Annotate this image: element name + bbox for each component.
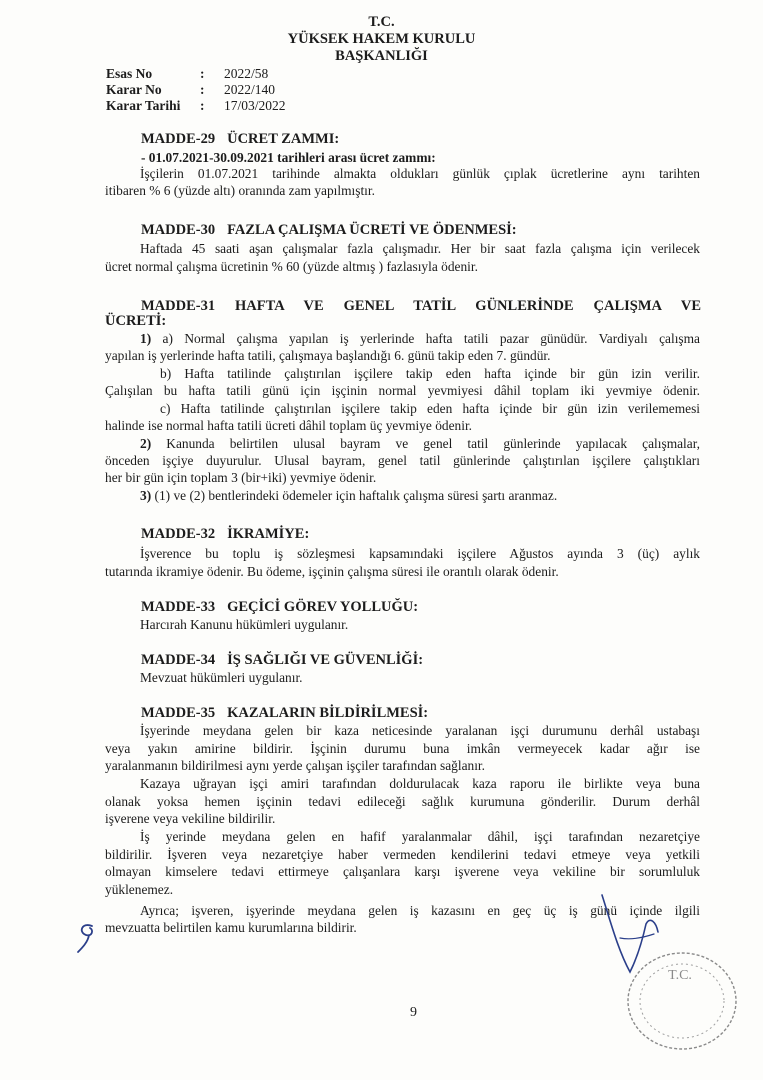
article-title: İŞ SAĞLIĞI VE GÜVENLİĞİ: (227, 652, 424, 668)
article-35-text-4: Kazaya uğrayan işçi amiri tarafından doldurulacak kaza raporu ile birlikte veya buna (140, 776, 700, 791)
article-29-text-2: itibaren % 6 (yüzde altı) oranında zam yapılmıştır. (105, 183, 375, 198)
article-31-text-2: yapılan iş yerlerinde hafta tatili, çalışmaya başlandığı 6. günü takip eden 7. gündür. (105, 348, 551, 363)
article-35-text-10: yüklenemez. (105, 882, 174, 897)
article-30-text-1: Haftada 45 saati aşan çalışmalar fazla çalışmadır. Her bir saat fazla çalışma için verilecek (140, 241, 700, 256)
meta-value: 17/03/2022 (224, 98, 286, 113)
article-31-text-1 (140, 331, 700, 347)
article-35-text-7: İş yerinde meydana gelen en hafif yaralanmalar dâhil, işçi tarafından nezaretçiye (140, 829, 700, 844)
article-29-heading (141, 131, 339, 148)
article-31-text-7 (140, 436, 700, 452)
article-31-heading-cont: ÜCRETİ: (105, 313, 167, 329)
header-institution: YÜKSEK HAKEM KURULU (287, 31, 476, 47)
article-title: ÜCRET ZAMMI: (227, 131, 340, 147)
article-35-text-6: işverene veya vekiline bildirilir. (105, 811, 276, 826)
meta-tarih: Karar Tarihi : 17/03/2022 (106, 98, 286, 113)
page-number: 9 (410, 1005, 417, 1020)
article-32-text-2: tutarında ikramiye ödenir. Bu ödeme, işçinin çalışma süresi ile orantılı olarak ödenir. (105, 564, 559, 579)
article-29-subheading: - 01.07.2021-30.09.2021 tarihleri arası ücret zammı: (141, 150, 436, 165)
stamp-text: T.C. (668, 968, 692, 983)
article-title: FAZLA ÇALIŞMA ÜCRETİ VE ÖDENMESİ: (227, 222, 517, 238)
header-tc: T.C. (368, 14, 395, 30)
meta-karar: Karar No : 2022/140 (106, 82, 276, 97)
article-number: MADDE-29 (141, 131, 216, 147)
item-text: a) Normal çalışma yapılan iş yerlerinde hafta tatili pazar günüdür. Vardiyalı çalışma (151, 331, 700, 346)
article-29-text-1: İşçilerin 01.07.2021 tarihinde almakta oldukları günlük çıplak ücretlerine aynı tarihten (140, 166, 700, 181)
official-stamp (622, 945, 742, 1055)
article-31-text-6: halinde ise normal hafta tatili ücreti dâhil toplam üç yevmiye ödenir. (105, 418, 473, 433)
article-number: MADDE-32 (141, 526, 216, 542)
article-number: MADDE-35 (141, 705, 216, 721)
item-text: (1) ve (2) bentlerindeki ödemeler için haftalık çalışma süresi şartı aranmaz. (151, 488, 558, 503)
item-number: 2) (140, 436, 152, 451)
meta-label: Esas No (106, 66, 153, 81)
article-31-text-5: c) Hafta tatilinde çalıştırılan işçilere takip eden hafta içinde bir gün izin verilememesi (160, 401, 700, 416)
article-31-text-8: önceden işçiye duyurulur. Ulusal bayram, genel tatil günlerinde çalıştırılan işçilere çalıştıkları (105, 453, 700, 468)
article-30-text-2: ücret normal çalışma ücretinin % 60 (yüzde altmış ) fazlasıyla ödenir. (105, 259, 478, 274)
meta-value: 2022/140 (224, 82, 276, 97)
item-number: 3) (140, 488, 152, 503)
item-text: Kanunda belirtilen ulusal bayram ve genel tatil günlerinde yapılacak çalışmalar, (151, 436, 700, 451)
article-31-text-4: Çalışılan bu hafta tatili günü için işçinin normal yevmiyesi dâhil toplam iki yevmiye ödenir. (105, 383, 700, 398)
article-35-text-12: mevzuatta belirtilen kamu kurumlarına bildirir. (105, 920, 357, 935)
initials-mark (70, 918, 110, 958)
article-31-text-9: her bir gün için toplam 3 (bir+iki) yevmiye ödenir. (105, 470, 377, 485)
article-35-text-2: veya yakın amirine bildirir. İşçinin durumu buna imkân vermeyecek kadar ağır ise (105, 741, 700, 756)
meta-value: 2022/58 (224, 66, 269, 81)
article-33-heading (141, 599, 418, 616)
article-35-text-8: bildirilir. İşveren veya nezaretçiye haber vermeden kendilerini tedavi etmeye veya yetkili (105, 847, 700, 862)
article-35-heading (141, 705, 428, 722)
article-number: MADDE-30 (141, 222, 216, 238)
meta-esas: Esas No : 2022/58 (106, 66, 269, 81)
article-31-text-3: b) Hafta tatilinde çalıştırılan işçilere takip eden hafta içinde bir gün izin verilir. (160, 366, 700, 381)
article-number: MADDE-34 (141, 652, 216, 668)
article-35-text-11: Ayrıca; işveren, işyerinde meydana gelen iş kazasını en geç üç iş günü içinde ilgili (140, 903, 700, 918)
article-title: İKRAMİYE: (227, 526, 310, 542)
article-33-text-1: Harcırah Kanunu hükümleri uygulanır. (140, 617, 349, 632)
article-34-text-1: Mevzuat hükümleri uygulanır. (140, 670, 303, 685)
article-31-heading: MADDE-31 HAFTA VE GENEL TATİL GÜNLERİNDE ÇALIŞMA VE (141, 298, 701, 314)
article-32-heading (141, 526, 309, 543)
meta-label: Karar No (106, 82, 162, 97)
article-number: MADDE-33 (141, 599, 216, 615)
article-35-text-5: olanak yoksa hemen işçinin tedavi edileceği sağlık kurumuna gönderilir. Durum derhâl (105, 794, 700, 809)
article-30-heading (141, 222, 517, 239)
article-31-text-10 (140, 488, 557, 504)
meta-label: Karar Tarihi (106, 98, 181, 113)
header-office: BAŞKANLIĞI (335, 48, 428, 64)
article-title: GEÇİCİ GÖREV YOLLUĞU: (227, 599, 419, 615)
article-title: KAZALARIN BİLDİRİLMESİ: (227, 705, 429, 721)
article-35-text-1: İşyerinde meydana gelen bir kaza neticesinde yaralanan işçi durumunu derhâl ustabaşı (140, 723, 700, 738)
item-number: 1) (140, 331, 152, 346)
article-32-text-1: İşverence bu toplu iş sözleşmesi kapsamındaki işçilere Ağustos ayında 3 (üç) aylık (140, 546, 700, 561)
article-34-heading (141, 652, 423, 669)
article-35-text-9: olmayan kimselere tedavi ettirmeye çalışanlara karşı işverene veya vekiline bir sorumluluk (105, 864, 700, 879)
article-35-text-3: yaralanmanın bildirilmesi aynı yerde çalışan işçiler tarafından sağlanır. (105, 758, 486, 773)
